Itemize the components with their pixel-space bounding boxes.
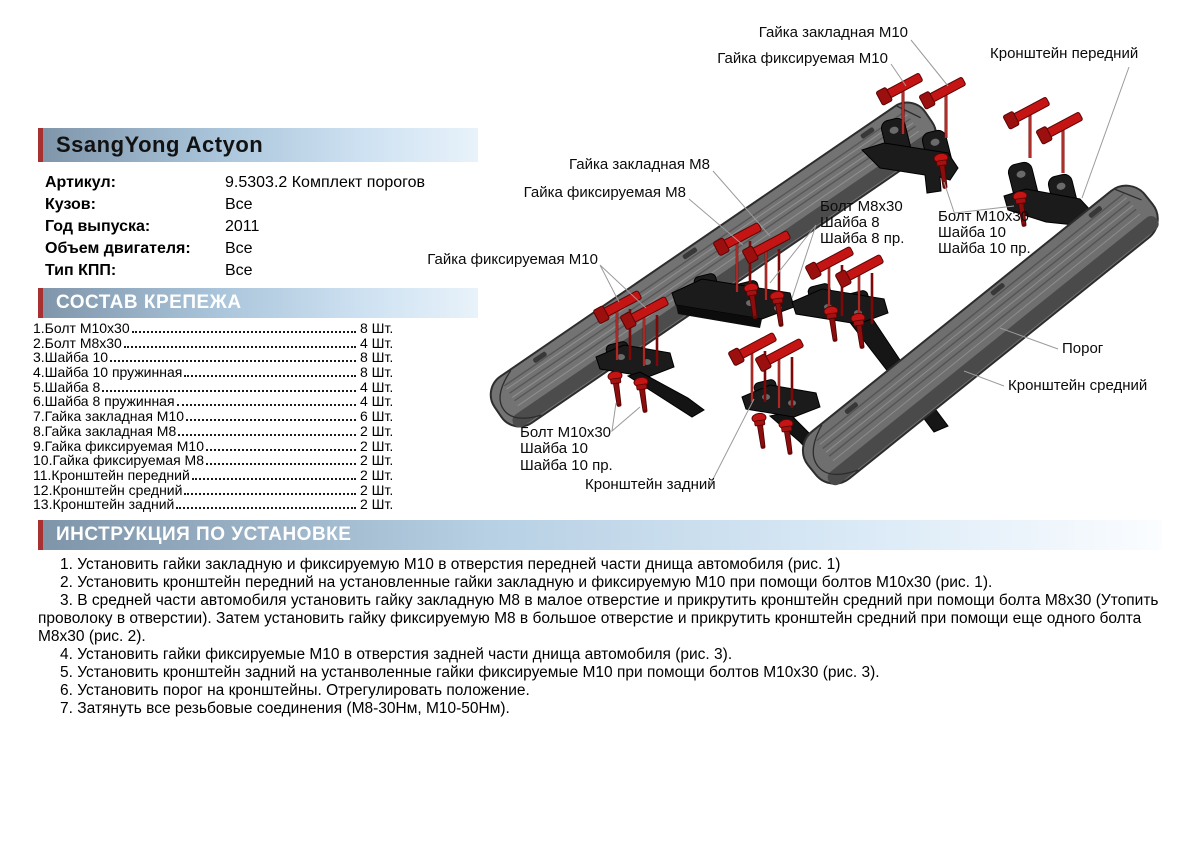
fastener-name: 8.Гайка закладная М8	[33, 422, 177, 439]
fastener-name: 1.Болт М10х30	[33, 320, 130, 336]
fastener-qty: 6 Шт.	[360, 408, 394, 425]
instruction-step: 7. Затянуть все резьбовые соединения (М8-30Нм, М10-50Нм).	[60, 700, 510, 717]
fastener-name: 6.Шайба 8 пружинная	[33, 393, 175, 410]
info-value: 9.5303.2 Комплект порогов	[225, 174, 426, 191]
red-stripe	[38, 128, 43, 162]
dot-leader	[206, 439, 356, 451]
info-label: Тип КПП:	[45, 262, 117, 279]
fastener-name: 13.Кронштейн задний	[33, 496, 175, 513]
fastener-qty: 8 Шт.	[360, 349, 394, 366]
page-title: SsangYong Actyon	[56, 132, 264, 157]
fastener-name: 5.Шайба 8	[33, 378, 101, 395]
fastener-name: 7.Гайка закладная М10	[33, 408, 185, 425]
label-gayka-zakladnaya-m8: Гайка закладная М8	[569, 156, 710, 173]
label-bolt-m10-front-line2: Шайба 10	[938, 224, 1006, 241]
fastener-row	[33, 380, 410, 395]
label-bolt-m10-front-line1: Болт М10х30	[938, 208, 1030, 225]
exploded-diagram	[400, 0, 1200, 520]
fastener-row	[33, 365, 410, 380]
fastener-name: 11.Кронштейн передний	[33, 466, 190, 483]
nut-front-right-b	[1036, 109, 1085, 173]
info-label: Объем двигателя:	[45, 240, 191, 257]
fastener-row	[33, 497, 410, 512]
info-label: Год выпуска:	[45, 218, 151, 235]
dot-leader	[184, 365, 356, 377]
dot-leader	[176, 497, 356, 509]
fastener-name: 4.Шайба 10 пружинная	[33, 364, 183, 381]
dot-leader	[110, 350, 356, 362]
label-gayka-zakladnaya-m10: Гайка закладная М10	[758, 24, 908, 41]
instructions-heading: ИНСТРУКЦИЯ ПО УСТАНОВКЕ	[56, 524, 352, 545]
info-value: Все	[225, 262, 253, 279]
fastener-row	[33, 424, 410, 439]
info-value: Все	[225, 196, 253, 213]
fastener-row	[33, 350, 410, 365]
fastener-name: 10.Гайка фиксируемая М8	[33, 452, 205, 469]
dot-leader	[192, 468, 356, 480]
label-kronshteyn-zadniy: Кронштейн задний	[585, 476, 716, 493]
instruction-step: 1. Установить гайки закладную и фиксируемую М10 в отверстия передней части днища автомобиля (рис. 1)	[60, 556, 841, 573]
fastener-name: 12.Кронштейн средний	[33, 481, 183, 498]
dot-leader	[184, 483, 356, 495]
label-bolt-m10-rear-line2: Шайба 10	[520, 440, 588, 457]
fastener-qty: 2 Шт.	[360, 466, 394, 483]
label-bolt-m10-front-line3: Шайба 10 пр.	[938, 240, 1031, 257]
fastener-qty: 2 Шт.	[360, 452, 394, 469]
label-gayka-fiksiruemaya-m10-left: Гайка фиксируемая М10	[427, 251, 598, 268]
label-bolt-m10-rear-line3: Шайба 10 пр.	[520, 457, 613, 474]
fastener-name: 3.Шайба 10	[33, 349, 109, 366]
instruction-steps	[38, 556, 1178, 718]
fastener-row	[33, 394, 410, 409]
fastener-row	[33, 439, 410, 454]
instruction-step: 5. Установить кронштейн задний на устанволенные гайки фиксируемые М10 при помощи болтов М10х30 (рис. 3).	[60, 664, 880, 681]
instruction-step: 3. В средней части автомобиля установить гайку закладную М8 в малое отверстие и прикрутить кронштейн средний при помощи болта М8х30 (Утопить проволоку в отверстии). Затем установить гайку фиксируемую М8 в большое отверстие и прикрутить кронштейн средний при помощи еще одного болта М8х30 (рис. 2).	[38, 592, 1159, 645]
dot-leader	[186, 409, 356, 421]
fastener-row	[33, 321, 410, 336]
fastener-row	[33, 483, 410, 498]
red-stripe	[38, 288, 43, 318]
dot-leader	[102, 380, 356, 392]
fastener-qty: 8 Шт.	[360, 320, 394, 336]
label-bolt-m8-line1: Болт М8х30	[820, 198, 903, 215]
label-gayka-fiksiruemaya-m10-top: Гайка фиксируемая М10	[717, 50, 888, 67]
info-label: Артикул:	[45, 174, 116, 191]
label-kronshteyn-sredniy: Кронштейн средний	[1008, 377, 1148, 394]
label-gayka-fiksiruemaya-m8: Гайка фиксируемая М8	[523, 184, 686, 201]
fastener-qty: 8 Шт.	[360, 364, 394, 381]
dot-leader	[177, 394, 356, 406]
dot-leader	[124, 336, 356, 348]
fastener-qty: 2 Шт.	[360, 422, 394, 439]
bolt-rear-left-a	[607, 371, 626, 408]
dot-leader	[206, 453, 356, 465]
fastener-name: 2.Болт М8х30	[33, 334, 122, 351]
fastener-row	[33, 409, 410, 424]
info-value: 2011	[225, 218, 260, 235]
info-value: Все	[225, 240, 253, 257]
fastener-qty: 4 Шт.	[360, 393, 394, 410]
instruction-step: 6. Установить порог на кронштейны. Отрегулировать положение.	[60, 682, 530, 699]
label-porog: Порог	[1062, 340, 1104, 357]
fastener-row	[33, 453, 410, 468]
info-label: Кузов:	[45, 196, 96, 213]
fastener-qty: 4 Шт.	[360, 334, 394, 351]
fastener-row	[33, 468, 410, 483]
bolt-rear-right-a	[751, 413, 770, 450]
fastener-qty: 2 Шт.	[360, 481, 394, 498]
fastener-list	[33, 321, 410, 512]
fastener-qty: 2 Шт.	[360, 437, 394, 454]
instruction-step: 4. Установить гайки фиксируемые М10 в отверстия задней части днища автомобиля (рис. 3).	[60, 646, 733, 663]
fastener-qty: 2 Шт.	[360, 496, 394, 513]
label-bolt-m10-rear-line1: Болт М10х30	[520, 424, 612, 441]
instruction-step: 2. Установить кронштейн передний на установленные гайки закладную и фиксируемую М10 при помощи болтов М10х30 (рис. 1).	[60, 574, 993, 591]
fastener-qty: 4 Шт.	[360, 378, 394, 395]
fasteners-heading: СОСТАВ КРЕПЕЖА	[56, 292, 242, 313]
dot-leader	[132, 321, 356, 333]
dot-leader	[178, 424, 356, 436]
red-stripe	[38, 520, 43, 550]
label-bolt-m8-line3: Шайба 8 пр.	[820, 230, 905, 247]
label-kronshteyn-peredniy: Кронштейн передний	[990, 45, 1139, 62]
fastener-name: 9.Гайка фиксируемая М10	[33, 437, 205, 454]
instructions-section-bar	[38, 520, 1162, 550]
label-bolt-m8-line2: Шайба 8	[820, 214, 880, 231]
fastener-row	[33, 336, 410, 351]
nut-front-right-a	[1003, 94, 1052, 158]
